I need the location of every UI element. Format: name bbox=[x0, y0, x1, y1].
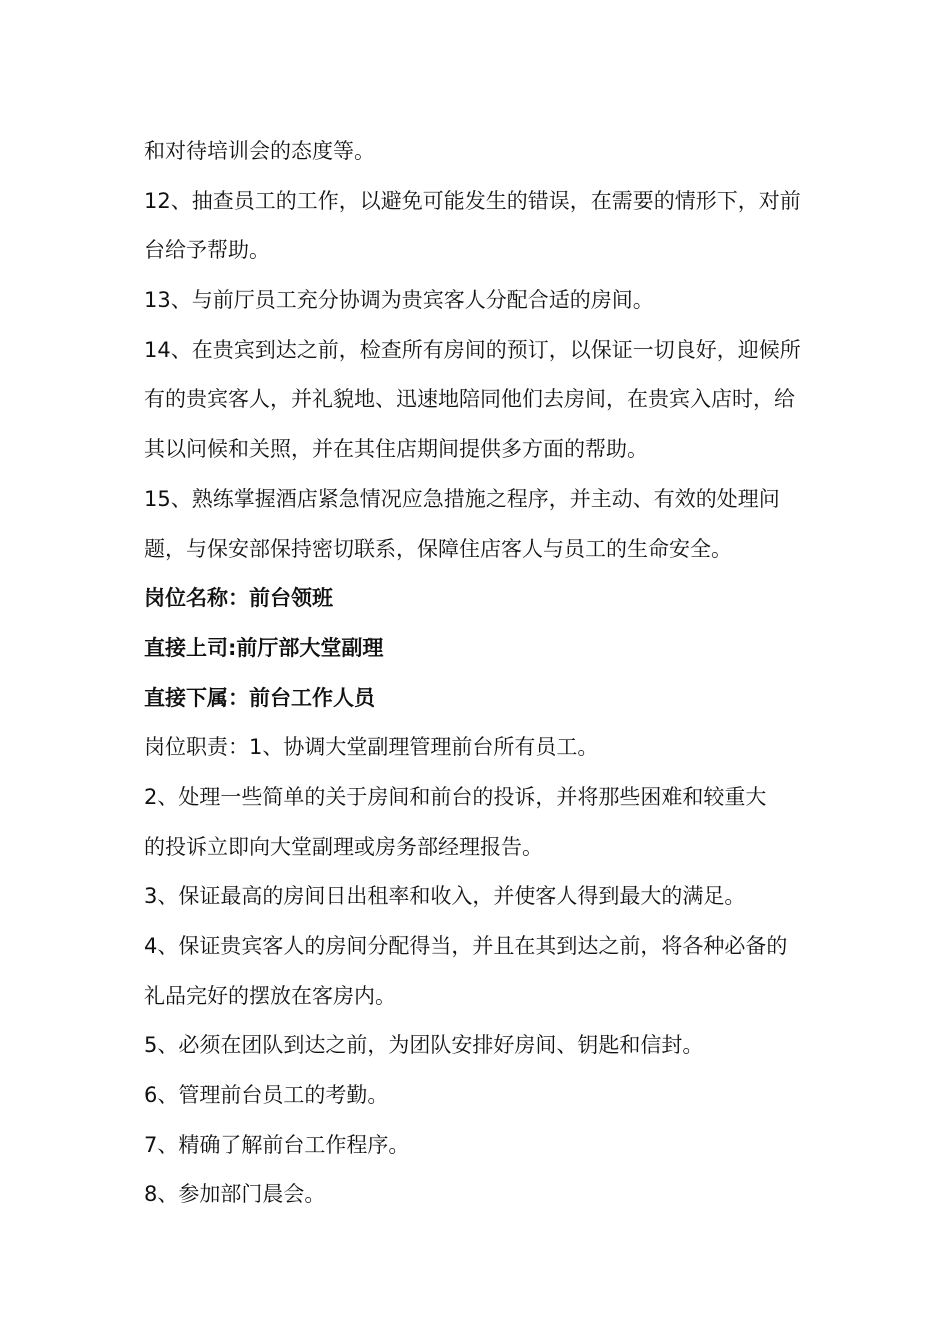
text-line: 3、保证最高的房间日出租率和收入，并使客人得到最大的满足。 bbox=[144, 884, 746, 909]
text-line: 有的贵宾客人，并礼貌地、迅速地陪同他们去房间，在贵宾入店时，给 bbox=[144, 387, 795, 412]
text-line: 13、与前厅员工充分协调为贵宾客人分配合适的房间。 bbox=[144, 288, 654, 313]
text-line: 7、精确了解前台工作程序。 bbox=[144, 1132, 410, 1157]
document-body bbox=[144, 127, 812, 1220]
direct-supervisor-heading: 直接上司:前厅部大堂副理 bbox=[144, 635, 384, 660]
text-line: 题，与保安部保持密切联系，保障住店客人与员工的生命安全。 bbox=[144, 536, 732, 561]
text-line: 2、处理一些简单的关于房间和前台的投诉，并将那些困难和较重大 bbox=[144, 784, 767, 809]
text-line: 的投诉立即向大堂副理或房务部经理报告。 bbox=[144, 834, 543, 859]
text-line: 4、保证贵宾客人的房间分配得当，并且在其到达之前，将各种必备的 bbox=[144, 934, 788, 958]
text-line: 岗位职责：1、协调大堂副理管理前台所有员工。 bbox=[144, 735, 599, 760]
text-line: 其以问候和关照，并在其住店期间提供多方面的帮助。 bbox=[144, 437, 648, 462]
position-title-heading: 岗位名称：前台领班 bbox=[144, 586, 333, 611]
text-line: 12、抽查员工的工作，以避免可能发生的错误，在需要的情形下，对前 bbox=[144, 188, 801, 213]
text-line: 8、参加部门晨会。 bbox=[144, 1182, 326, 1207]
text-line: 5、必须在团队到达之前，为团队安排好房间、钥匙和信封。 bbox=[144, 1033, 704, 1058]
text-line: 礼品完好的摆放在客房内。 bbox=[144, 983, 396, 1008]
text-line: 台给予帮助。 bbox=[144, 238, 270, 263]
text-line: 6、管理前台员工的考勤。 bbox=[144, 1083, 389, 1108]
text-line: 15、熟练掌握酒店紧急情况应急措施之程序，并主动、有效的处理问 bbox=[144, 486, 780, 511]
text-line: 14、在贵宾到达之前，检查所有房间的预订，以保证一切良好，迎候所 bbox=[144, 337, 801, 362]
direct-subordinates-heading: 直接下属：前台工作人员 bbox=[144, 685, 375, 710]
text-line: 和对待培训会的态度等。 bbox=[144, 139, 375, 163]
